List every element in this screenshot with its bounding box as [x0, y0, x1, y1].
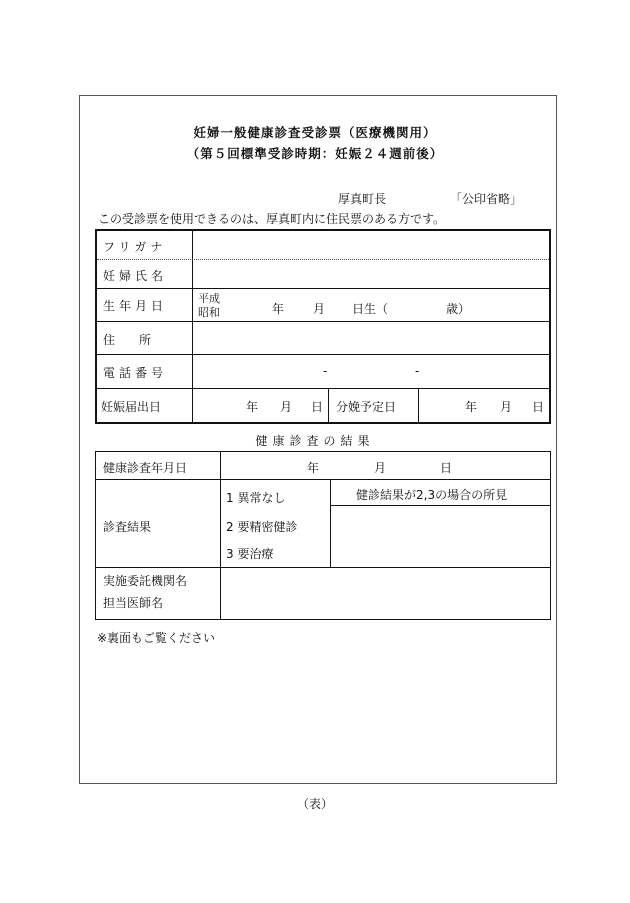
seal-omitted: 「公印省略」	[450, 192, 523, 206]
due-month-unit: 月	[500, 400, 513, 414]
era-heisei[interactable]: 平成	[198, 292, 220, 305]
back-side-note: ※裏面もご覧ください	[97, 631, 216, 645]
report-day-unit: 日	[311, 400, 324, 414]
eligibility-notice: この受診票を使用できるのは、厚真町内に住民票のある方です。	[98, 212, 446, 226]
exam-result-label: 診査結果	[103, 520, 152, 534]
birth-day-unit: 日生（	[352, 302, 389, 316]
form-title: 妊婦一般健康診査受診票（医療機関用）	[193, 125, 437, 140]
name-label: 妊婦氏名	[103, 269, 168, 283]
due-year-unit: 年	[465, 400, 478, 414]
report-year-unit: 年	[246, 400, 259, 414]
issuer: 厚真町長	[338, 192, 387, 206]
due-day-unit: 日	[532, 400, 545, 414]
page-side-label: （表）	[296, 797, 333, 811]
report-month-unit: 月	[280, 400, 293, 414]
address-field[interactable]	[194, 322, 548, 352]
exam-month-unit: 月	[374, 461, 387, 475]
due-date-label: 分娩予定日	[336, 400, 397, 414]
pregnancy-report-label: 妊娠届出日	[101, 400, 162, 414]
phone-label: 電話番号	[103, 366, 168, 380]
findings-field[interactable]	[331, 506, 549, 566]
address-label: 住 所	[103, 333, 152, 347]
option-no-abnormality[interactable]: 1 異常なし	[226, 491, 286, 505]
exam-date-label: 健康診査年月日	[103, 461, 188, 475]
institution-label: 実施委託機関名	[103, 574, 188, 588]
furigana-field[interactable]	[194, 232, 548, 256]
option-treatment[interactable]: 3 要治療	[226, 547, 274, 561]
institution-field[interactable]	[221, 568, 549, 618]
age-unit: 歳）	[446, 302, 471, 316]
exam-year-unit: 年	[307, 461, 320, 475]
doctor-label: 担当医師名	[103, 596, 164, 610]
form-subtitle: （第５回標準受診時期：妊娠２４週前後）	[186, 146, 444, 161]
birthdate-label: 生年月日	[103, 299, 168, 313]
era-showa[interactable]: 昭和	[198, 306, 220, 319]
phone-dash-2: -	[415, 364, 420, 378]
birth-month-unit: 月	[313, 302, 326, 316]
results-heading: 健康診査の結果	[255, 434, 375, 448]
findings-label: 健診結果が2,3の場合の所見	[356, 488, 508, 502]
name-field[interactable]	[194, 260, 548, 286]
furigana-label: フリガナ	[103, 240, 167, 254]
exam-day-unit: 日	[440, 461, 453, 475]
option-detailed-exam[interactable]: 2 要精密健診	[226, 520, 298, 534]
phone-dash-1: -	[323, 364, 328, 378]
birth-year-unit: 年	[272, 302, 285, 316]
